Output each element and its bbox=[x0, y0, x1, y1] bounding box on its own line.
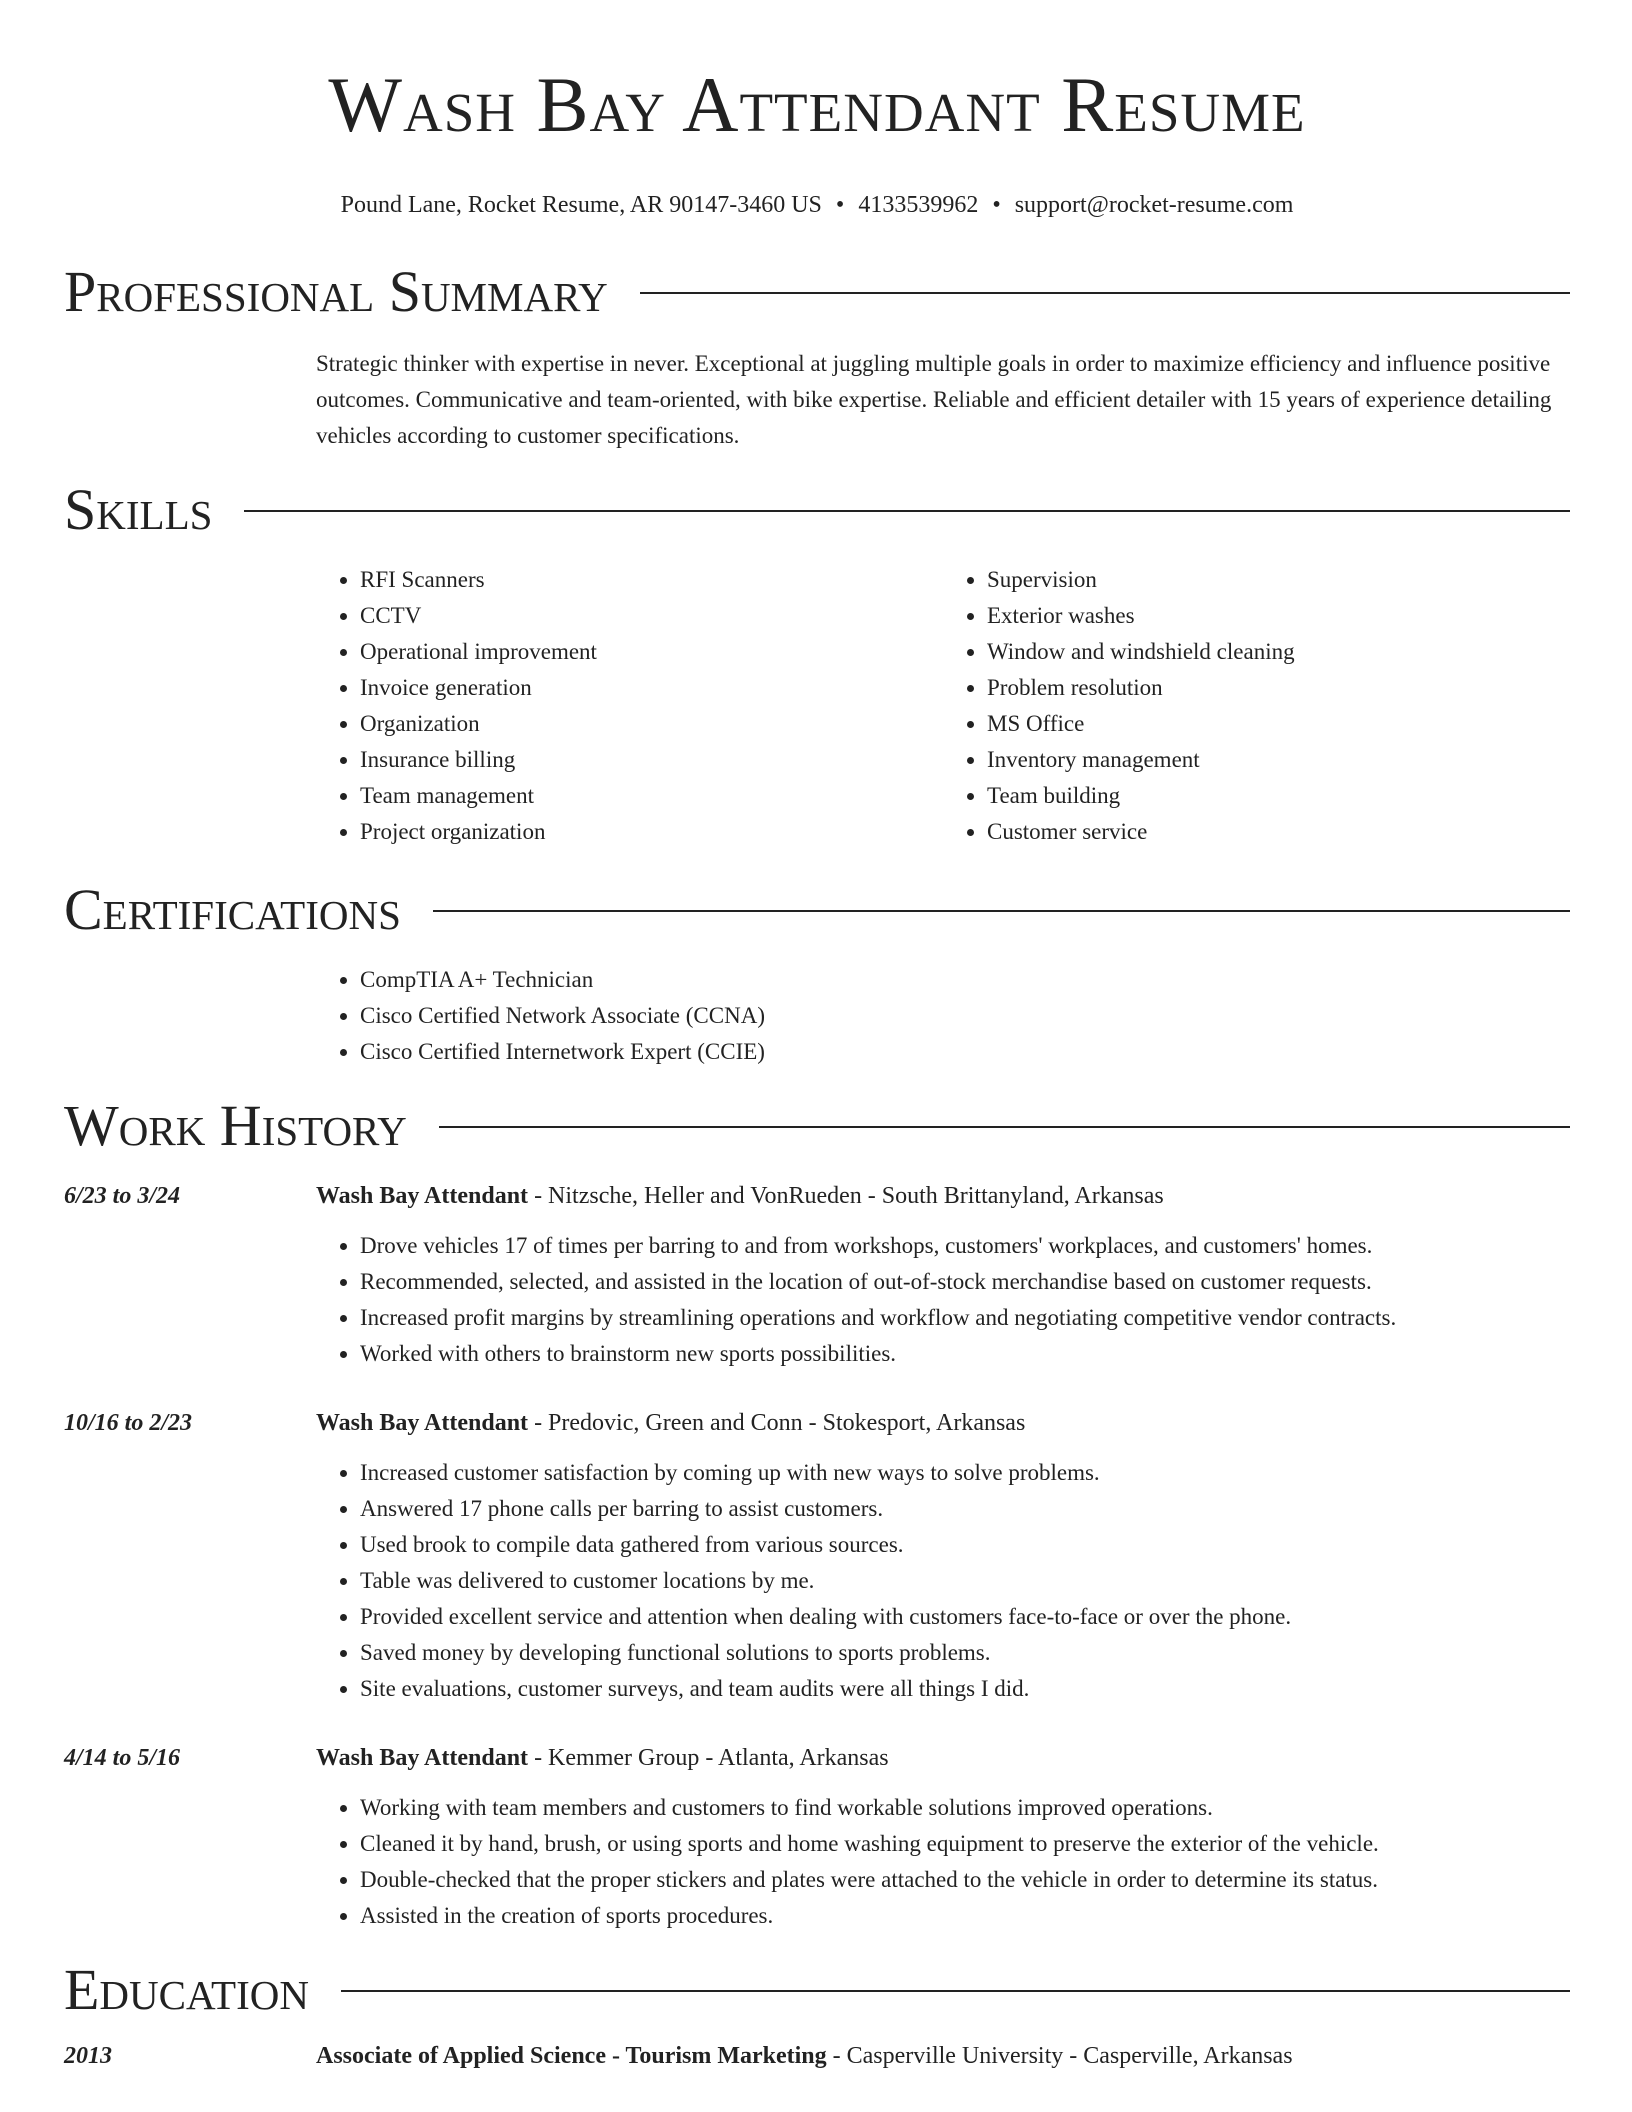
job-bullets bbox=[316, 1790, 1570, 1934]
job-bullet: • Drove vehicles 17 of times per barring to and from workshops, customers' workplaces, and customers' homes. bbox=[360, 1228, 1570, 1264]
job-employer-location: - Predovic, Green and Conn - Stokesport, Arkansas bbox=[528, 1410, 1026, 1436]
job-dates: 4/14 to 5/16 bbox=[64, 1745, 181, 1771]
skills-section-heading bbox=[64, 477, 1570, 542]
job-bullets-block bbox=[316, 1790, 1570, 1934]
contact-phone: 4133539962 bbox=[858, 192, 979, 218]
job-header bbox=[64, 1740, 1570, 1776]
section-divider bbox=[341, 1990, 1570, 1992]
work-history-section-heading bbox=[64, 1093, 1570, 1158]
skill-item: • Supervision bbox=[987, 562, 1570, 598]
job-dates: 6/23 to 3/24 bbox=[64, 1183, 181, 1209]
certification-item: • Cisco Certified Network Associate (CCNA) bbox=[360, 998, 1570, 1034]
certification-item: • CompTIA A+ Technician bbox=[360, 962, 1570, 998]
education-section-heading bbox=[64, 1957, 1570, 2022]
skill-item: • Operational improvement bbox=[360, 634, 943, 670]
job-header bbox=[64, 1178, 1570, 1214]
job-title: Wash Bay Attendant bbox=[316, 1410, 529, 1436]
job-bullets-block bbox=[316, 1455, 1570, 1707]
job-bullets-block bbox=[316, 1228, 1570, 1372]
skill-item: • Insurance billing bbox=[360, 742, 943, 778]
job-bullet: • Increased customer satisfaction by coming up with new ways to solve problems. bbox=[360, 1455, 1570, 1491]
skill-item: • Inventory management bbox=[987, 742, 1570, 778]
skill-item: • Team management bbox=[360, 778, 943, 814]
job-bullet: • Provided excellent service and attention when dealing with customers face-to-face or over the phone. bbox=[360, 1599, 1570, 1635]
job-title: Wash Bay Attendant bbox=[316, 1183, 529, 1209]
certifications-section-heading bbox=[64, 877, 1570, 942]
contact-line bbox=[64, 190, 1570, 220]
skill-item: • Window and windshield cleaning bbox=[987, 634, 1570, 670]
contact-email: support@rocket-resume.com bbox=[1014, 192, 1294, 218]
summary-section-heading bbox=[64, 259, 1570, 324]
resume-title: Wash Bay Attendant Resume bbox=[328, 61, 1306, 148]
education-entry bbox=[64, 2038, 1570, 2074]
section-divider bbox=[433, 910, 1570, 912]
job-title: Wash Bay Attendant bbox=[316, 1745, 529, 1771]
education-year: 2013 bbox=[64, 2043, 112, 2069]
job-heading bbox=[316, 1178, 1164, 1214]
skills-heading-text: Skills bbox=[64, 477, 213, 542]
skill-item: • Organization bbox=[360, 706, 943, 742]
skill-item: • Exterior washes bbox=[987, 598, 1570, 634]
skill-item: • Team building bbox=[987, 778, 1570, 814]
job-employer-location: - Nitzsche, Heller and VonRueden - South Brittanyland, Arkansas bbox=[528, 1183, 1164, 1209]
job-employer-location: - Kemmer Group - Atlanta, Arkansas bbox=[528, 1745, 889, 1771]
certifications-heading-text: Certifications bbox=[64, 877, 401, 942]
job-heading bbox=[316, 1740, 889, 1776]
job-bullets bbox=[316, 1228, 1570, 1372]
section-divider bbox=[244, 510, 1570, 512]
certifications-block bbox=[316, 962, 1570, 1070]
summary-text: Strategic thinker with expertise in never. Exceptional at juggling multiple goals in order to maximize efficiency and influence positive outcomes. Communicative and team-oriented, with bike expertise. Reliable and efficient detailer with 15 years of experience detailing vehicles according to customer specifications. bbox=[316, 351, 1552, 448]
education-heading-text: Education bbox=[64, 1957, 309, 2022]
section-divider bbox=[439, 1126, 1570, 1128]
contact-separator: • bbox=[835, 192, 845, 218]
skills-list-right bbox=[943, 562, 1570, 850]
job-bullet: • Increased profit margins by streamlining operations and workflow and negotiating competitive vendor contracts. bbox=[360, 1300, 1570, 1336]
job-bullet: • Assisted in the creation of sports procedures. bbox=[360, 1898, 1570, 1934]
job-bullet: • Double-checked that the proper stickers and plates were attached to the vehicle in order to determine its status. bbox=[360, 1862, 1570, 1898]
education-heading bbox=[316, 2038, 1293, 2074]
job-bullet: • Site evaluations, customer surveys, and team audits were all things I did. bbox=[360, 1671, 1570, 1707]
job-bullet: • Cleaned it by hand, brush, or using sports and home washing equipment to preserve the exterior of the vehicle. bbox=[360, 1826, 1570, 1862]
skill-item: • Customer service bbox=[987, 814, 1570, 850]
contact-address: Pound Lane, Rocket Resume, AR 90147-3460 US bbox=[340, 192, 822, 218]
job-bullet: • Answered 17 phone calls per barring to assist customers. bbox=[360, 1491, 1570, 1527]
education-school-location: - Casperville University - Casperville, Arkansas bbox=[826, 2043, 1293, 2069]
skills-grid bbox=[316, 562, 1570, 850]
work-history-heading-text: Work History bbox=[64, 1093, 407, 1158]
skill-item: • MS Office bbox=[987, 706, 1570, 742]
resume-page bbox=[64, 0, 1570, 2074]
section-divider bbox=[640, 292, 1570, 294]
summary-heading-text: Professional Summary bbox=[64, 259, 608, 324]
job-bullet: • Table was delivered to customer locations by me. bbox=[360, 1563, 1570, 1599]
job-bullet: • Used brook to compile data gathered from various sources. bbox=[360, 1527, 1570, 1563]
job-bullet: • Worked with others to brainstorm new sports possibilities. bbox=[360, 1336, 1570, 1372]
skills-list-left bbox=[316, 562, 943, 850]
job-heading bbox=[316, 1405, 1025, 1441]
certification-item: • Cisco Certified Internetwork Expert (CCIE) bbox=[360, 1034, 1570, 1070]
job-bullet: • Recommended, selected, and assisted in the location of out-of-stock merchandise based on customer requests. bbox=[360, 1264, 1570, 1300]
education-degree: Associate of Applied Science - Tourism Marketing bbox=[316, 2043, 827, 2069]
skill-item: • Invoice generation bbox=[360, 670, 943, 706]
skill-item: • RFI Scanners bbox=[360, 562, 943, 598]
skill-item: • Project organization bbox=[360, 814, 943, 850]
skill-item: • Problem resolution bbox=[987, 670, 1570, 706]
skill-item: • CCTV bbox=[360, 598, 943, 634]
certifications-list bbox=[316, 962, 1570, 1070]
job-header bbox=[64, 1405, 1570, 1441]
contact-separator: • bbox=[992, 192, 1001, 218]
job-bullets bbox=[316, 1455, 1570, 1707]
job-bullet: • Saved money by developing functional solutions to sports problems. bbox=[360, 1635, 1570, 1671]
job-bullet: • Working with team members and customers to find workable solutions improved operations. bbox=[360, 1790, 1570, 1826]
job-dates: 10/16 to 2/23 bbox=[64, 1410, 193, 1436]
